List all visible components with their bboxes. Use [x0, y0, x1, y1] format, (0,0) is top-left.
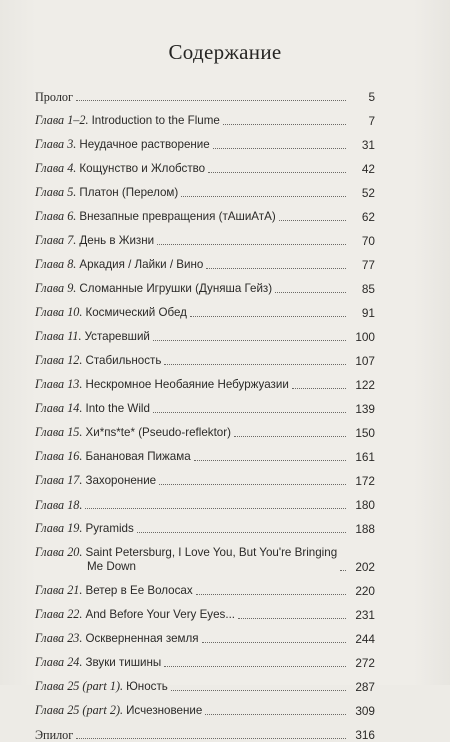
toc-entry-label: Глава 11. [35, 329, 82, 343]
toc-entry [35, 272, 375, 296]
toc-entry-page: 287 [355, 680, 375, 694]
dot-leader [234, 435, 346, 437]
toc-entry-page: 107 [355, 354, 375, 368]
toc-entry-label: Глава 7. [35, 233, 77, 247]
toc-entry-label: Пролог [35, 90, 74, 104]
toc-entry-page: 309 [355, 704, 375, 718]
dot-leader [202, 641, 346, 643]
toc-entry-page: 31 [361, 138, 375, 152]
dot-leader [205, 713, 346, 715]
dot-leader [181, 195, 346, 197]
toc-entry-page: 52 [361, 186, 375, 200]
dot-leader [159, 483, 346, 485]
toc-entry-page: 122 [355, 378, 375, 392]
toc-entry [35, 488, 375, 512]
dot-leader [196, 593, 346, 595]
toc-entry-label: Глава 5. [35, 185, 77, 199]
dot-leader [85, 507, 346, 509]
toc-entry-page: 180 [355, 498, 375, 512]
toc-entry-title: Хи*пs*te* (Pseudo-reflektor) [85, 426, 231, 439]
toc-entry [35, 416, 375, 440]
toc-entry-title: Космический Обед [85, 306, 187, 319]
toc-entry [35, 320, 375, 344]
toc-entry-label: Глава 9. [35, 281, 77, 295]
toc-entry-page: 231 [355, 608, 375, 622]
toc-entry-title: Saint Petersburg, I Love You, But You're Bringing [85, 546, 338, 559]
toc-entry-page: 62 [361, 210, 375, 224]
toc-entry-title: День в Жизни [79, 234, 155, 247]
dot-leader [223, 123, 346, 125]
toc-entry-page: 316 [355, 728, 375, 742]
toc-entry-title: Pyramids [85, 522, 134, 535]
toc-entry-label: Глава 4. [35, 161, 77, 175]
toc-entry-label: Глава 6. [35, 209, 77, 223]
toc-entry-page: 244 [355, 632, 375, 646]
toc-entry-label: Глава 1–2. [35, 113, 89, 127]
page-title: Содержание [168, 40, 282, 64]
toc-entry-label: Глава 20. [35, 545, 83, 559]
dot-leader [76, 99, 346, 101]
toc-entry-label: Глава 14. [35, 401, 83, 415]
toc-entry [35, 104, 375, 128]
dot-leader [190, 315, 346, 317]
table-of-contents [35, 80, 375, 742]
toc-entry-title: Нескромное Необаяние Небуржуазии [85, 378, 289, 391]
toc-entry-page: 172 [355, 474, 375, 488]
toc-entry [35, 598, 375, 622]
toc-entry-label: Глава 10. [35, 305, 83, 319]
toc-entry-page: 139 [355, 402, 375, 416]
toc-entry-page: 100 [355, 330, 375, 344]
toc-entry [35, 694, 375, 718]
toc-entry-title: Introduction to the Flume [91, 114, 220, 127]
toc-entry-page: 91 [361, 306, 375, 320]
toc-entry [35, 248, 375, 272]
toc-entry-page: 70 [361, 234, 375, 248]
toc-entry [35, 392, 375, 416]
toc-entry [35, 536, 375, 574]
dot-leader [279, 219, 346, 221]
toc-entry-label: Глава 16. [35, 449, 83, 463]
toc-entry-title: Аркадия / Лайки / Вино [79, 258, 204, 271]
toc-entry [35, 368, 375, 392]
toc-entry-label: Глава 17. [35, 473, 83, 487]
toc-entry [35, 128, 375, 152]
toc-entry-title: Неудачное растворение [79, 138, 210, 151]
toc-entry-title: Кощунство и Жлобство [79, 162, 206, 175]
toc-entry-label: Эпилог [35, 728, 74, 742]
toc-entry-label: Глава 21. [35, 583, 83, 597]
toc-entry-page: 77 [361, 258, 375, 272]
dot-leader [164, 665, 346, 667]
toc-entry [35, 574, 375, 598]
toc-entry-page: 202 [355, 560, 375, 574]
toc-entry-title-continued: Me Down [87, 560, 136, 573]
toc-entry-page: 42 [361, 162, 375, 176]
toc-entry [35, 200, 375, 224]
toc-entry [35, 176, 375, 200]
toc-entry [35, 646, 375, 670]
dot-leader [213, 147, 346, 149]
toc-entry-title: Юность [126, 680, 168, 693]
toc-entry-page: 161 [355, 450, 375, 464]
toc-entry-label: Глава 13. [35, 377, 83, 391]
toc-entry-label: Глава 3. [35, 137, 77, 151]
dot-leader [194, 459, 346, 461]
dot-leader [340, 569, 346, 571]
toc-entry [35, 224, 375, 248]
toc-entry [35, 670, 375, 694]
dot-leader [153, 411, 346, 413]
toc-entry [35, 718, 375, 742]
toc-entry [35, 464, 375, 488]
toc-entry [35, 152, 375, 176]
dot-leader [153, 339, 346, 341]
dot-leader [171, 689, 346, 691]
dot-leader [208, 171, 346, 173]
toc-entry-title: Сломанные Игрушки (Дуняша Гейз) [79, 282, 273, 295]
toc-entry-label: Глава 25 (part 1). [35, 679, 124, 693]
toc-entry-page: 5 [368, 90, 375, 104]
toc-entry-title: Ветер в Ее Волосах [85, 584, 193, 597]
toc-entry-title: Банановая Пижама [85, 450, 191, 463]
dot-leader [292, 387, 346, 389]
toc-entry-label: Глава 8. [35, 257, 77, 271]
toc-entry-title: Into the Wild [85, 402, 150, 415]
toc-entry-page: 272 [355, 656, 375, 670]
toc-entry-title: Внезапные превращения (тАшиАтА) [79, 210, 276, 223]
toc-entry [35, 344, 375, 368]
toc-entry-page: 150 [355, 426, 375, 440]
toc-entry-title: Звуки тишины [85, 656, 162, 669]
dot-leader [238, 617, 346, 619]
dot-leader [164, 363, 346, 365]
toc-entry-label: Глава 15. [35, 425, 83, 439]
toc-entry [35, 622, 375, 646]
toc-entry-label: Глава 23. [35, 631, 83, 645]
toc-entry-label: Глава 12. [35, 353, 83, 367]
toc-entry-page: 188 [355, 522, 375, 536]
toc-entry-label: Глава 22. [35, 607, 83, 621]
dot-leader [137, 531, 346, 533]
toc-entry [35, 440, 375, 464]
toc-entry-title: And Before Your Very Eyes... [85, 608, 236, 621]
toc-entry-label: Глава 25 (part 2). [35, 703, 124, 717]
toc-entry-title: Оскверненная земля [85, 632, 199, 645]
dot-leader [76, 737, 346, 739]
toc-entry-page: 220 [355, 584, 375, 598]
toc-entry [35, 80, 375, 104]
toc-entry-title: Устаревший [84, 330, 150, 343]
toc-entry-title: Платон (Перелом) [79, 186, 179, 199]
toc-entry-title: Стабильность [85, 354, 162, 367]
toc-entry-label: Глава 18. [35, 498, 83, 512]
toc-entry [35, 512, 375, 536]
toc-entry-label: Глава 24. [35, 655, 83, 669]
toc-entry [35, 296, 375, 320]
toc-entry-label: Глава 19. [35, 521, 83, 535]
dot-leader [275, 291, 346, 293]
toc-entry-page: 7 [368, 114, 375, 128]
toc-entry-title: Захоронение [85, 474, 157, 487]
toc-entry-page: 85 [361, 282, 375, 296]
dot-leader [206, 267, 346, 269]
toc-entry-title: Исчезновение [126, 704, 203, 717]
dot-leader [157, 243, 346, 245]
